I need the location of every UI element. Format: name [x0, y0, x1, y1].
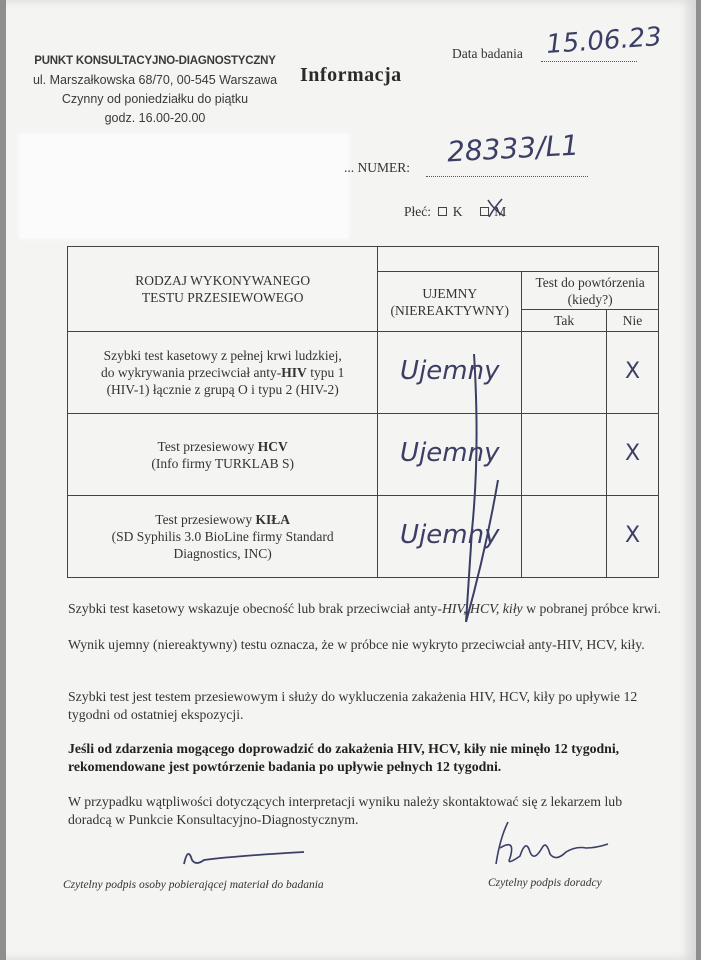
syphilis-desc-line3: Diagnostics, INC) — [173, 546, 272, 561]
document-sheet — [6, 0, 696, 960]
hiv-desc-line2-bold: HIV — [281, 365, 307, 380]
syphilis-desc-line1 — [68, 511, 377, 528]
header-test-type-line1: RODZAJ WYKONYWANEGO — [135, 273, 311, 288]
handwritten-vertical-stroke — [446, 350, 506, 630]
left-signature-caption: Czytelny podpis osoby pobierającej materiał do badania — [63, 879, 324, 891]
header-yes: Tak — [522, 310, 607, 332]
sex-option-k: K — [452, 204, 463, 219]
sex-option-m: M — [494, 204, 507, 219]
header-result-line2: (NIEREAKTYWNY) — [390, 302, 510, 318]
repeat-no-hiv-mark: X — [624, 359, 641, 384]
hiv-desc-line2-pre: do wykrywania przeciwciał anty- — [100, 365, 282, 380]
repeat-yes-hcv — [522, 414, 607, 496]
hcv-desc-line2: (Info firmy TURKLAB S) — [151, 455, 294, 471]
header-repeat-line1: Test do powtórzenia — [535, 274, 645, 290]
paragraph-test-purpose — [68, 600, 668, 618]
result-hcv: Ujemny — [400, 437, 500, 468]
hiv-desc-line1: Szybki test kasetowy z pełnej krwi ludzkiej, — [103, 348, 342, 363]
clinic-address: ul. Marszałkowska 68/70, 00-545 Warszawa — [32, 73, 278, 87]
sex-m-check-mark — [484, 196, 508, 220]
number-label: ... NUMER: — [344, 160, 411, 175]
header-result-line1: UJEMNY — [422, 285, 478, 301]
test-description-hcv — [68, 414, 378, 496]
clinic-stamp — [10, 52, 300, 128]
exam-date-line — [541, 60, 637, 62]
header-repeat-line2: (kiedy?) — [567, 291, 613, 307]
repeat-no-hcv-cell — [607, 414, 659, 496]
hiv-desc-line3: (HIV-1) łącznie z grupą O i typu 2 (HIV-2) — [106, 382, 339, 397]
number-value: 28333/L1 — [446, 128, 580, 169]
header-test-type — [68, 247, 378, 332]
left-signature — [174, 836, 314, 876]
result-syphilis: Ujemny — [400, 519, 500, 550]
paragraph-screening: Szybki test jest testem przesiewowym i służy do wykluczenia zakażenia HIV, HCV, kiły po upływie 12 tygodni od ostatniej ekspozycji. — [68, 689, 638, 722]
syphilis-desc-line1-bold: KIŁA — [255, 512, 291, 527]
paragraph-recommendation: Jeśli od zdarzenia mogącego doprowadzić do zakażenia HIV, HCV, kiły nie minęło 12 tygodni, rekomendowane jest powtórzenie badania po upływie pełnych 12 tygodni. — [68, 741, 620, 774]
syphilis-desc-line2: (SD Syphilis 3.0 BioLine firmy Standard — [111, 529, 334, 544]
clinic-hours-days: Czynny od poniedziałku do piątku — [61, 92, 249, 106]
exam-date-label: Data badania — [452, 46, 523, 61]
number-line — [426, 175, 588, 177]
hcv-desc-line1-pre: Test przesiewowy — [157, 438, 258, 454]
p1-post: w pobranej próbce krwi. — [522, 601, 661, 616]
clinic-hours-time: godz. 16.00-20.00 — [104, 111, 206, 125]
test-description-hiv — [68, 332, 378, 414]
exam-date-value: 15.06.23 — [545, 21, 663, 61]
repeat-no-hiv-cell — [607, 332, 659, 414]
sex-label: Płeć: — [404, 204, 431, 219]
repeat-no-hcv-mark: X — [624, 441, 641, 466]
p1-italic: HIV, HCV, kiły — [441, 601, 523, 616]
table-row — [68, 414, 659, 496]
redacted-patient-area — [20, 134, 348, 238]
repeat-no-syphilis-mark: X — [624, 523, 641, 548]
header-test-type-line2: TESTU PRZESIEWOWEGO — [141, 290, 304, 305]
clinic-name: PUNKT KONSULTACYJNO-DIAGNOSTYCZNY — [34, 55, 276, 67]
test-description-syphilis — [68, 496, 378, 578]
repeat-no-syphilis-cell — [607, 496, 659, 578]
hiv-desc-line2 — [68, 364, 377, 381]
table-row — [68, 332, 659, 414]
right-signature-caption: Czytelny podpis doradcy — [488, 877, 602, 889]
hcv-desc-line1 — [68, 438, 377, 455]
document-title: Informacja — [300, 64, 402, 86]
hiv-desc-line2-post: typu 1 — [306, 365, 345, 380]
repeat-yes-syphilis — [522, 496, 607, 578]
paragraph-contact: W przypadku wątpliwości dotyczących interpretacji wyniku należy skontaktować się z lekarzem lub doradcą w Punkcie Konsultacyjno-Diagnostycznym. — [68, 794, 623, 827]
result-hiv: Ujemny — [400, 355, 500, 386]
syphilis-desc-line1-pre: Test przesiewowy — [155, 512, 256, 527]
results-table — [67, 246, 659, 578]
header-no: Nie — [607, 310, 659, 332]
sex-checkbox-k — [438, 207, 447, 216]
table-row — [68, 496, 659, 578]
header-result — [378, 272, 522, 332]
hcv-desc-line1-bold: HCV — [257, 438, 288, 454]
paragraph-negative-result: Wynik ujemny (niereaktywny) testu oznacza, że w próbce nie wykryto przeciwciał anty-HIV, HCV, kiły. — [68, 637, 645, 652]
header-empty-cell — [378, 247, 659, 272]
right-signature — [486, 818, 616, 872]
p1-pre: Szybki test kasetowy wskazuje obecność lub brak przeciwciał anty- — [68, 601, 442, 616]
header-repeat — [522, 272, 659, 310]
repeat-yes-hiv — [522, 332, 607, 414]
